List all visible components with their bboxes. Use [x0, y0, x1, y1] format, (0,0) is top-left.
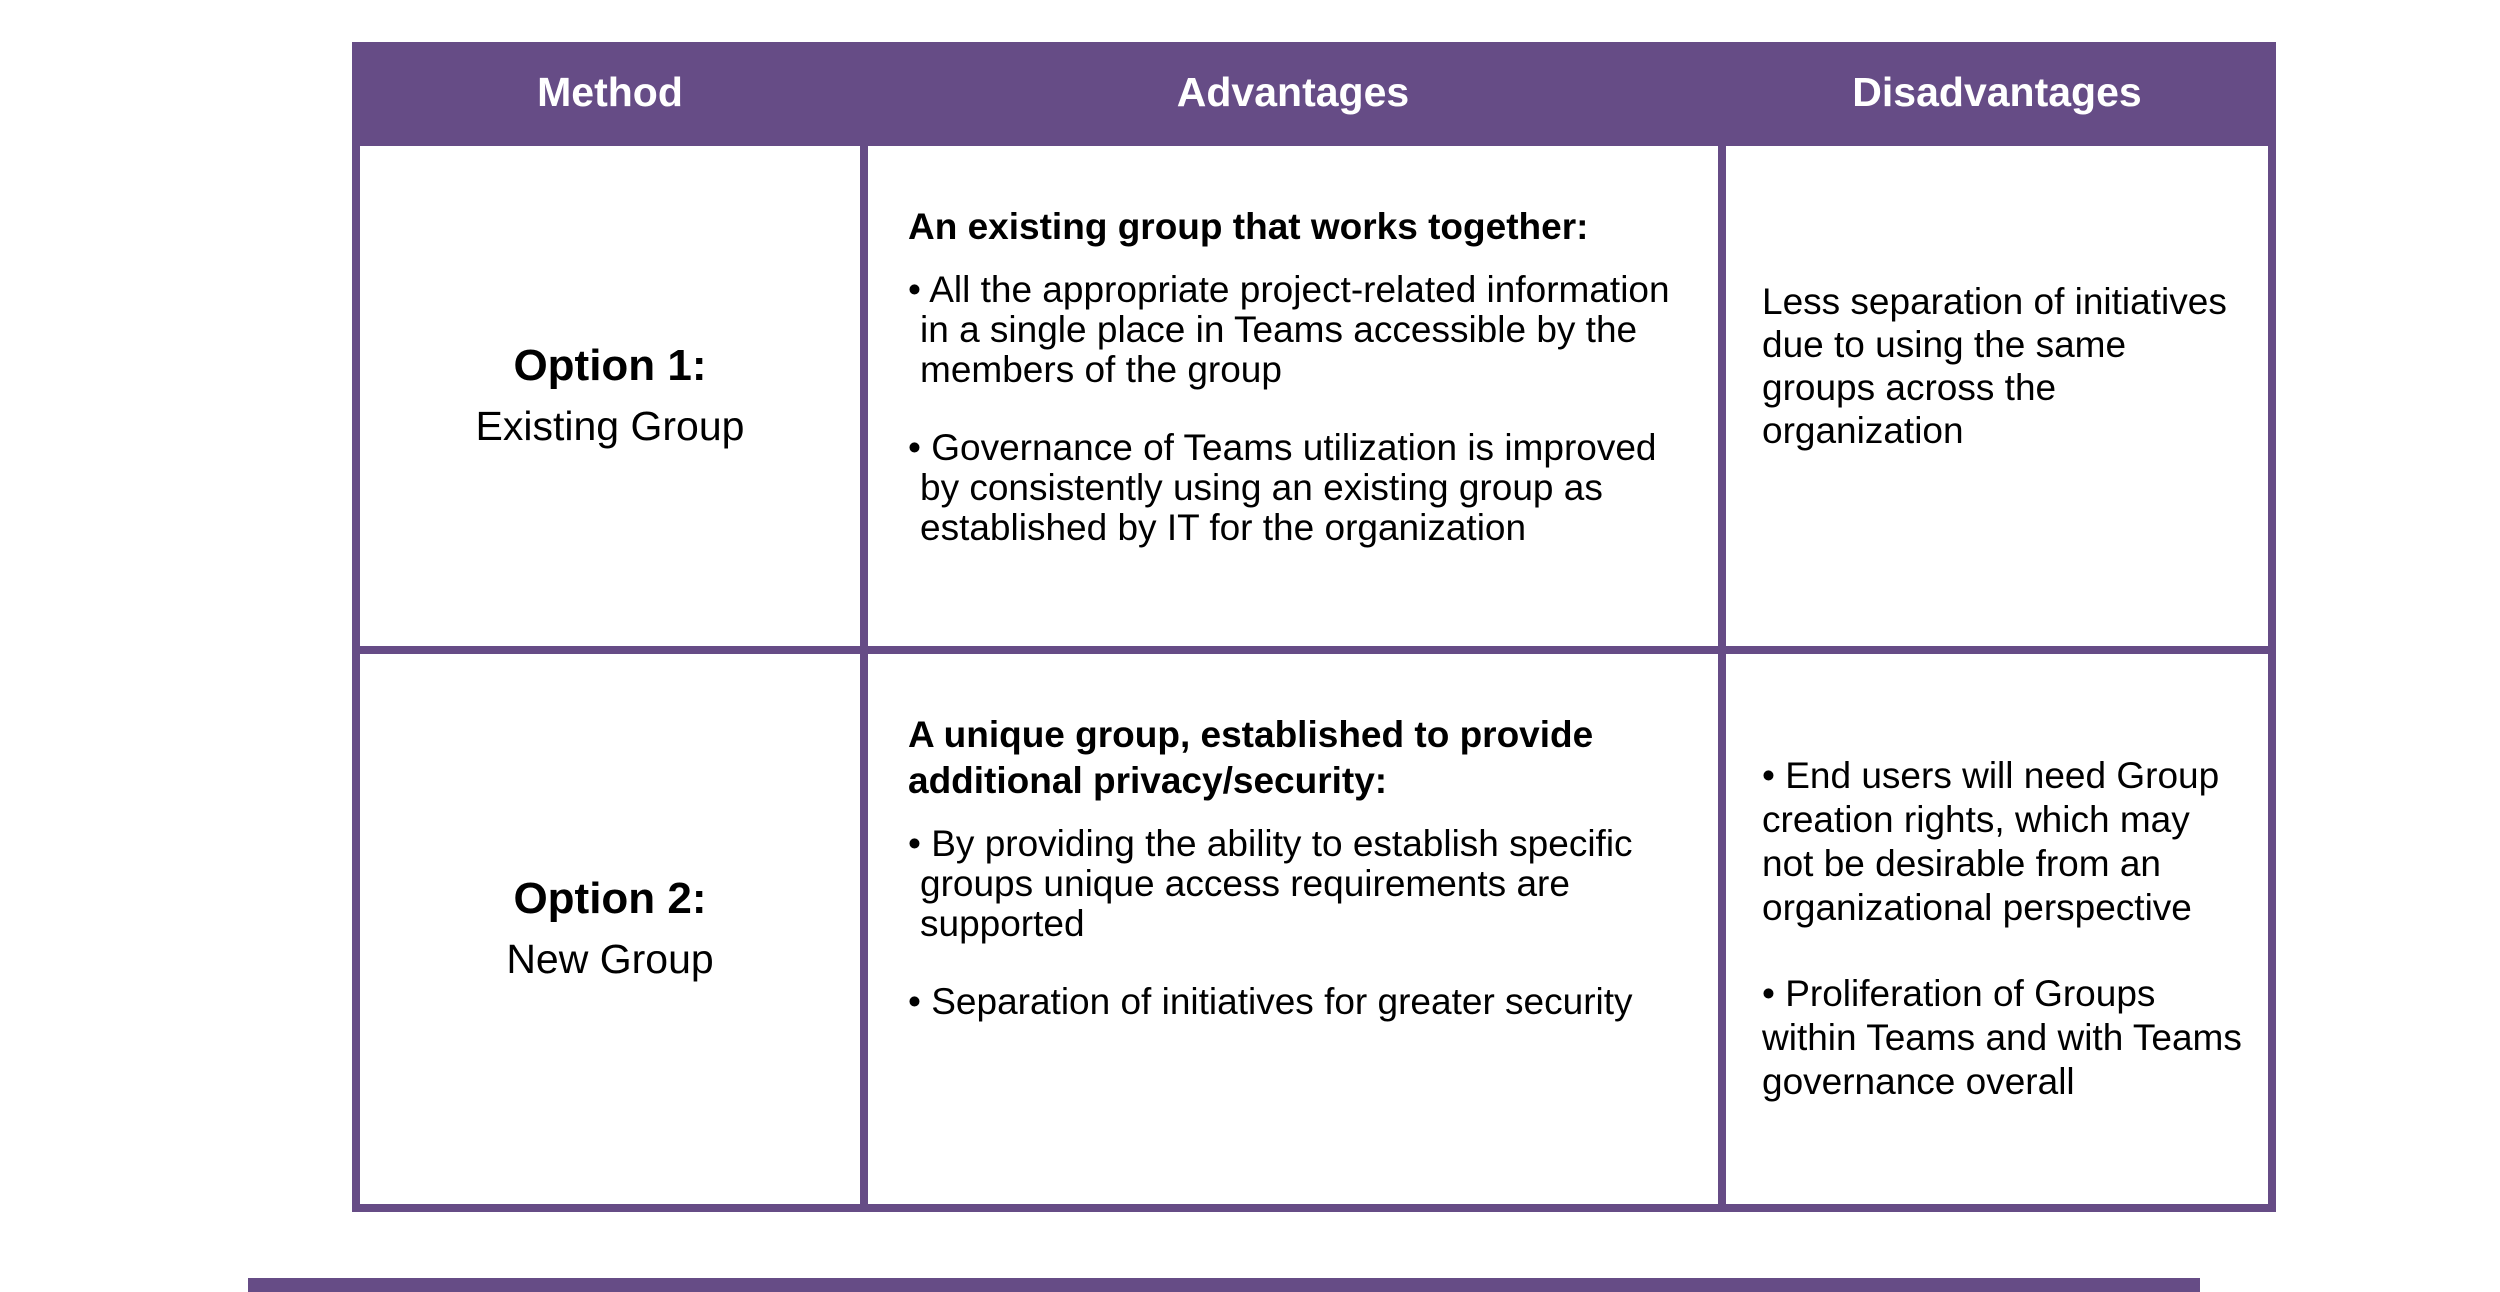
bottom-accent-bar [248, 1278, 2200, 1292]
option-2-name: New Group [506, 936, 714, 982]
table-row-2-disadvantages [1726, 654, 2268, 1204]
table-header-row [352, 42, 2276, 142]
option-2-advantages-heading: A unique group, established to provide additional privacy/security: [908, 714, 1594, 801]
option-1-advantage-bullet: • Governance of Teams utilization is improved by consistently using an existing group as established by IT for the organization [908, 427, 1657, 548]
comparison-table [352, 42, 2276, 1212]
option-1-disadvantage-text: Less separation of initiatives due to using the same groups across the organization [1762, 281, 2227, 451]
table-row-1-method [360, 146, 860, 646]
table-row-2-method [360, 654, 860, 1204]
header-advantages: Advantages [1176, 68, 1410, 115]
option-2-disadvantage-bullet: • End users will need Group creation rights, which may not be desirable from an organizational perspective [1762, 755, 2220, 928]
option-1-advantage-bullet: • All the appropriate project-related information in a single place in Teams accessible by the members of the group [908, 269, 1670, 390]
option-1-title: Option 1: [513, 341, 707, 390]
table-row-1-advantages [868, 146, 1718, 646]
table-row-2-advantages [868, 654, 1718, 1204]
table-row-1-disadvantages [1726, 146, 2268, 646]
option-2-title: Option 2: [513, 874, 707, 923]
option-1-advantages-heading: An existing group that works together: [908, 206, 1589, 247]
option-1-name: Existing Group [475, 403, 745, 449]
option-2-disadvantage-bullet: • Proliferation of Groups within Teams and with Teams governance overall [1762, 973, 2242, 1102]
option-2-advantage-bullet: • Separation of initiatives for greater security [908, 981, 1633, 1022]
header-disadvantages: Disadvantages [1852, 68, 2142, 115]
option-2-advantage-bullet: • By providing the ability to establish specific groups unique access requirements are supported [908, 823, 1633, 944]
header-method: Method [537, 68, 683, 115]
